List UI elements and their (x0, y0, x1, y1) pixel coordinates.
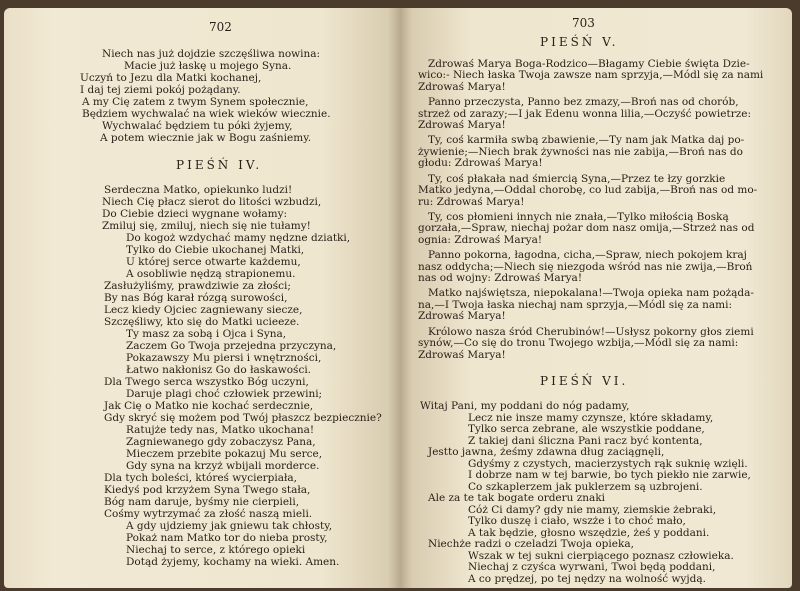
verse-line: A gdy ujdziemy jak gniewu tak chłosty, (126, 520, 333, 532)
verse-line: Dla tych boleści, któreś wycierpiała, (104, 472, 298, 484)
verse-line: Macie już łaskę u mojego Syna. (124, 60, 292, 72)
verse-line: Tylko serca zebrane, ale wszystkie poddane, (468, 423, 705, 435)
verse-line: Zdrowaś Marya! (418, 310, 506, 322)
verse-line: Zagniewanego gdy zobaczysz Pana, (126, 436, 316, 448)
verse-line: Cóż Ci damy? gdy nie mamy, ziemskie żebraki, (468, 504, 717, 516)
verse-line: I daj tej ziemi pokój pożądany. (80, 84, 241, 96)
verse-line: Gdyśmy z czystych, macierzystych rąk suknię wzięli. (468, 458, 748, 470)
verse-line: Zdrowaś Marya! (418, 349, 506, 361)
verse-line: Kiedyś pod krzyżem Syna Twego stała, (104, 484, 311, 496)
verse-line: Gdy syna na krzyż wbijali morderce. (126, 460, 320, 472)
song-heading: PIEŚŃ IV. (176, 158, 263, 172)
verse-line: Do Ciebie dzieci wygnane wołamy: (102, 208, 288, 220)
verse-line: Witaj Pani, my poddani do nóg padamy, (420, 400, 630, 412)
verse-line: Bóg nam daruje, byśmy nie cierpieli, (104, 496, 300, 508)
page-number: 702 (209, 20, 232, 34)
verse-line: A osobliwie nędzą strapionemu. (126, 268, 296, 280)
verse-line: Cośmy wytrzymać za złość naszą mieli. (104, 508, 313, 520)
verse-line: Ale za te tak bogate orderu znaki (428, 492, 606, 504)
verse-line: ognia: Zdrowaś Marya! (418, 234, 543, 246)
verse-line: Ty, coś płakała nad śmiercią Syna,—Przez te łzy gorzkie (428, 173, 726, 185)
verse-line: Panno pokorna, łagodna, cicha,—Spraw, niech pokojem kraj (428, 249, 747, 261)
verse-line: Do kogoż wzdychać mamy nędzne dziatki, (126, 232, 351, 244)
verse-line: Niech Cię płacz sierot do litości wzbudzi, (102, 196, 322, 208)
verse-line: Tylko duszę i ciało, wszże i to choć mało, (468, 515, 686, 527)
verse-line: Mieczem przebite pokazuj Mu serce, (126, 448, 323, 460)
verse-line: Łatwo nakłonisz Go do łaskawości. (126, 364, 312, 376)
left-page (4, 8, 400, 588)
verse-line: Matko jedyna,—Oddal chorobę, co lud zabija,—Broń nas od mo- (418, 184, 758, 196)
verse-line: synów,—Co się do tronu Twojego wzbija,—Módl się za nami: (418, 337, 739, 349)
verse-line: głodu: Zdrowaś Marya! (418, 157, 543, 169)
verse-line: Dotąd żyjemy, kochamy na wieki. Amen. (126, 556, 340, 568)
verse-line: Co szkaplerzem jak puklerzem są uzbrojeni. (468, 481, 703, 493)
verse-line: Zdrowaś Marya! (418, 81, 506, 93)
verse-line: Pokaż nam Matko tor do nieba prosty, (126, 532, 328, 544)
verse-line: Dla Twego serca wszystko Bóg uczyni, (104, 376, 309, 388)
verse-line: I dobrze nam w tej barwie, bo tych piekło nie zarwie, (468, 469, 751, 481)
verse-line: A tak będzie, głosno wszędzie, żeś y poddani. (468, 527, 710, 539)
verse-line: Niech nas już dojdzie szczęśliwa nowina: (102, 48, 321, 60)
verse-line: Zaczem Go Twoja przejedna przyczyna, (126, 340, 337, 352)
verse-line: A co prędzej, po tej nędzy na wolność wyjdą. (468, 573, 706, 585)
page-number: 703 (572, 16, 595, 30)
verse-line: Pokazawszy Mu piersi i wnętrzności, (126, 352, 322, 364)
song-heading: PIEŚŃ VI. (540, 374, 629, 388)
verse-line: strzeż od zarazy;—I jak Edenu wonna lilia,—Oczyść powietrze: (418, 108, 752, 120)
verse-line: Ty, coś karmiła swbą zbawienie,—Ty nam jak Matka daj po- (428, 134, 745, 146)
verse-line: Zmiluj się, zmiluj, niech się nie tułamy! (102, 220, 311, 232)
verse-line: gorzała,—Spraw, niechaj pożar dom nasz omija,—Strzeż nas od (418, 222, 755, 234)
verse-line: wico:- Niech łaska Twoja zawsze nam sprzyja,—Módl się za nami (418, 69, 764, 81)
verse-line: Matko najświętsza, niepokalana!—Twoja opieka nam pożąda- (428, 287, 754, 299)
verse-line: Ty, cos płomieni innych nie znała,—Tylko miłością Boską (428, 211, 729, 223)
verse-line: Tylko do Ciebie ukochanej Matki, (126, 244, 305, 256)
verse-line: Niechże radzi o czeladzi Twoja opieka, (428, 538, 634, 550)
verse-line: Uczyń to Jezu dla Matki kochanej, (80, 72, 262, 84)
verse-line: Niechaj z czyśca wyrwani, Twoi będą poddani, (468, 561, 716, 573)
verse-line: Zdrowaś Marya! (418, 119, 506, 131)
verse-line: By nas Bóg karał rózgą surowości, (104, 292, 288, 304)
verse-line: U której serce otwarte każdemu, (126, 256, 301, 268)
verse-line: nasz oddycha;—Niech się niezgoda wśród nas nie zwija,—Broń (418, 261, 753, 273)
verse-line: Jak Cię o Matko nie kochać serdecznie, (104, 400, 314, 412)
verse-line: Wszak w tej sukni cierpiącego poznasz człowieka. (468, 550, 734, 562)
verse-line: A potem wiecznie jak w Bogu zaśniemy. (100, 132, 312, 144)
verse-line: ru: Zdrowaś Marya! (418, 196, 525, 208)
verse-line: Lecz kiedy Ojciec zagniewany siecze, (104, 304, 303, 316)
verse-line: Będziem wychwalać na wiek wieków wiecznie. (82, 108, 331, 120)
song-heading: PIEŚŃ V. (540, 35, 619, 49)
verse-line: Zasłużyliśmy, prawdziwie za złości; (104, 280, 291, 292)
verse-line: Serdeczna Matko, opiekunko ludzi! (104, 184, 293, 196)
verse-line: Lecz nie insze mamy czynsze, które składamy, (468, 412, 714, 424)
right-page (400, 8, 792, 588)
verse-line: na,—I Twoja łaska niechaj nam sprzyja,—Módl się za nami: (418, 299, 733, 311)
verse-line: Daruje plagi choć człowiek przewini; (126, 388, 323, 400)
verse-line: Królowo nasza śród Cherubinów!—Usłysz pokorny głos ziemi (428, 326, 754, 338)
verse-line: Ratujże tedy nas, Matko ukochana! (126, 424, 315, 436)
verse-line: Jestto jawna, żeśmy zdawna dług zaciągnęli, (428, 446, 665, 458)
verse-line: żywienie;—Niech brak żywności nas nie zabija,—Broń nas do (418, 146, 743, 158)
verse-line: Niechaj to serce, z którego opieki (126, 544, 306, 556)
verse-line: Wychwalać będziem tu póki żyjemy, (102, 120, 293, 132)
verse-line: nas od wojny: Zdrowaś Marya! (418, 272, 583, 284)
verse-line: Zdrowaś Marya Boga-Rodzico—Błagamy Ciebie święta Dzie- (428, 58, 750, 70)
verse-line: Ty masz za sobą i Ojca i Syna, (126, 328, 287, 340)
verse-line: Szczęśliwy, kto się do Matki ucieeze. (104, 316, 300, 328)
verse-line: Panno przeczysta, Panno bez zmazy,—Broń nas od chorób, (428, 96, 739, 108)
verse-line: Gdy skryć się możem pod Twój płaszcz bezpiecznie? (104, 412, 382, 424)
verse-line: Z takiej dani śliczna Pani racz być kontenta, (468, 435, 703, 447)
verse-line: A my Cię zatem z twym Synem społecznie, (82, 96, 309, 108)
